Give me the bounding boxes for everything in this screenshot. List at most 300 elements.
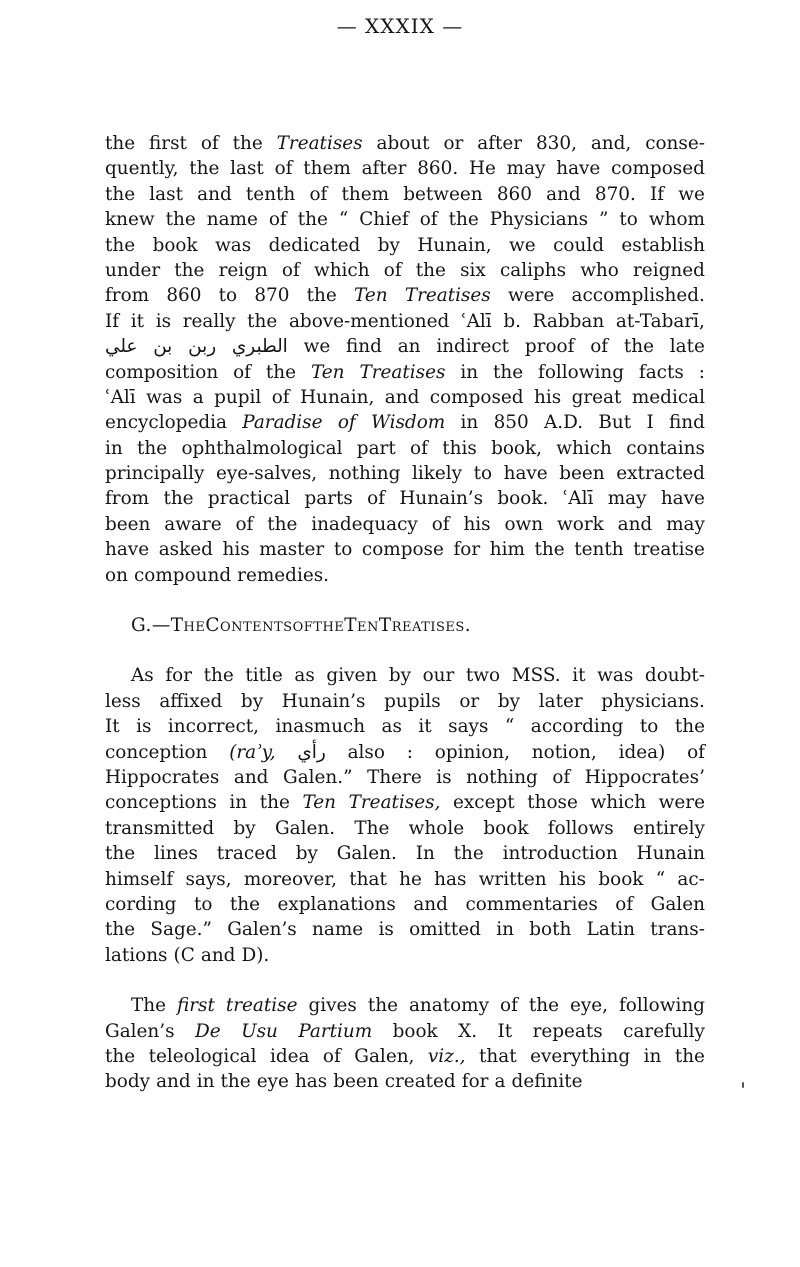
word: الطبري (231, 336, 288, 358)
word: of (292, 615, 314, 637)
word: have (105, 539, 150, 561)
text-line (105, 537, 705, 562)
word: and (156, 1071, 191, 1093)
word: by (497, 690, 521, 712)
word: Hunain, (300, 386, 375, 408)
word: in (460, 412, 479, 434)
text-line (105, 740, 705, 765)
word: Treatises. (378, 615, 472, 637)
word: own (504, 513, 544, 535)
text-line (105, 841, 705, 866)
word: the (528, 995, 559, 1017)
word: composition (105, 361, 219, 383)
word: in (643, 1045, 662, 1067)
word: the (105, 234, 136, 256)
word: were (658, 792, 705, 814)
word: and, (590, 133, 632, 154)
word: book (392, 1020, 438, 1042)
word: Hunain’s (281, 690, 366, 712)
word: doubt- (644, 665, 705, 687)
word: to (333, 539, 353, 561)
word: trans- (650, 919, 705, 941)
word: Galen. (336, 843, 397, 865)
word: treatise (633, 539, 705, 561)
word: Hippocrates’ (584, 766, 705, 788)
word: of (590, 336, 609, 358)
word: knew (105, 209, 155, 231)
word: asked (158, 539, 213, 561)
word: book (483, 817, 529, 839)
word: the (174, 259, 205, 281)
word: about (376, 133, 430, 154)
word: encyclopedia (105, 412, 227, 434)
word: But (598, 412, 632, 434)
word: the (105, 919, 136, 941)
word: proof (524, 336, 575, 358)
word: It (497, 1020, 513, 1042)
word: contains (626, 437, 705, 459)
word: Hunain, (417, 234, 492, 256)
word: D). (241, 944, 270, 966)
text-line (105, 486, 705, 511)
word: everything (530, 1045, 631, 1067)
word: the (367, 995, 398, 1017)
word: at-Tabarī, (615, 310, 705, 332)
word: Galen (650, 893, 705, 915)
word: and (233, 766, 269, 788)
text-line (105, 258, 705, 283)
word: following (538, 361, 624, 383)
word: is (436, 766, 452, 788)
word: which (313, 259, 370, 281)
word: conceptions (105, 792, 217, 814)
word: by (388, 665, 411, 687)
word: cording (105, 893, 177, 915)
word: علي (105, 336, 138, 358)
word: “ (655, 868, 666, 890)
word: viz., (427, 1045, 466, 1067)
word: extracted (616, 463, 705, 485)
word: the (674, 1045, 705, 1067)
text-line (105, 663, 705, 688)
word: his (463, 513, 491, 535)
word: find (346, 336, 382, 358)
word: (C (173, 944, 195, 966)
word: : (406, 741, 413, 763)
word: the (674, 716, 705, 738)
word: it (418, 716, 432, 738)
word: 860 (496, 183, 532, 205)
word: them (341, 183, 390, 205)
word: have (556, 158, 601, 180)
word: traced (216, 843, 277, 865)
word: later (538, 690, 583, 712)
word: of (337, 412, 356, 434)
word: of (419, 209, 438, 231)
word: introduction (502, 843, 618, 865)
text-line (105, 309, 705, 334)
word: his (533, 386, 562, 408)
word: notion, (531, 741, 597, 763)
word: Hunain’s (399, 488, 484, 510)
word: them (303, 158, 351, 180)
text-line (105, 943, 705, 968)
word: is (136, 716, 152, 738)
word: reign (218, 259, 268, 281)
word: was (215, 234, 252, 256)
word: X. (458, 1020, 478, 1042)
word: in (196, 1071, 215, 1093)
word: the (534, 539, 565, 561)
word: have (503, 463, 548, 485)
word: from (105, 285, 150, 307)
word: nothing (328, 463, 401, 485)
word: of (271, 386, 290, 408)
word: was (146, 386, 183, 408)
word: eye (256, 1071, 289, 1093)
word: lations (105, 944, 168, 966)
word: the (265, 361, 297, 383)
word: idea (269, 1045, 310, 1067)
word: If (105, 310, 120, 332)
paragraph-gap (105, 588, 705, 613)
word: of (322, 1045, 341, 1067)
word: whom (648, 209, 705, 231)
word: of (235, 513, 254, 535)
word: of (552, 766, 571, 788)
word: last (149, 183, 183, 205)
word: the (232, 133, 263, 154)
text-line (105, 360, 705, 385)
word: it (130, 310, 145, 332)
word: this (442, 437, 477, 459)
word: that (349, 868, 387, 890)
word: of (687, 741, 705, 763)
word: opinion, (434, 741, 510, 763)
word: the (267, 513, 298, 535)
text-line (105, 156, 705, 181)
word: under (105, 259, 161, 281)
word: and (546, 183, 581, 205)
word: on (105, 564, 128, 586)
text-line (105, 207, 705, 232)
word: we (678, 183, 705, 205)
word: could (553, 234, 604, 256)
word: may (506, 158, 546, 180)
word: by (240, 690, 264, 712)
text-line (105, 233, 705, 258)
word: to (619, 209, 638, 231)
word: physicians. (601, 690, 705, 712)
word: Physicians (489, 209, 589, 231)
word: I (646, 412, 654, 434)
word: inasmuch (275, 716, 366, 738)
text-line (105, 714, 705, 739)
word: accomplished. (571, 285, 705, 307)
word: for (461, 1071, 489, 1093)
text-line (105, 1044, 705, 1069)
word: pupils (384, 690, 441, 712)
word: as (294, 665, 315, 687)
word: the (165, 209, 196, 231)
word: nothing (466, 766, 538, 788)
word: follows (547, 817, 614, 839)
word: b. (503, 310, 521, 332)
word: in (229, 792, 248, 814)
word: was (597, 665, 634, 687)
word: two (465, 665, 501, 687)
word: He (468, 158, 496, 180)
word: and (200, 944, 236, 966)
word: As (131, 665, 154, 687)
word: title (245, 665, 283, 687)
word: the (448, 209, 479, 231)
word: his (558, 868, 587, 890)
text-line (105, 410, 705, 435)
word: pupil (214, 386, 262, 408)
word: six (460, 259, 486, 281)
word: the (189, 158, 220, 180)
word: really (182, 310, 236, 332)
word: book, (491, 437, 542, 459)
word: part (356, 437, 396, 459)
word: which (590, 792, 647, 814)
word: as (381, 716, 402, 738)
text-line (105, 993, 705, 1018)
word: The (354, 817, 390, 839)
word: compose (361, 539, 444, 561)
word: the (105, 183, 136, 205)
word: by (377, 234, 400, 256)
word: first (149, 133, 187, 154)
word: above-mentioned (288, 310, 450, 332)
word: first (176, 995, 215, 1017)
word: dedicated (268, 234, 361, 256)
word: Hunain (636, 843, 705, 865)
word: quently, (105, 158, 179, 180)
word: the (415, 259, 446, 281)
word: G.—The (131, 615, 206, 637)
word: the (137, 437, 168, 459)
word: Ten (310, 361, 345, 383)
word: less (105, 690, 141, 712)
word: teleological (148, 1045, 257, 1067)
word: conception (105, 741, 208, 763)
word: the (297, 209, 328, 231)
word: Latin (586, 919, 635, 941)
word: late (669, 336, 705, 358)
word: eye-salves, (215, 463, 318, 485)
word: Chief (359, 209, 409, 231)
word: aware (164, 513, 222, 535)
word: likely (411, 463, 462, 485)
word: been (105, 513, 151, 535)
word: ʿAlī (105, 386, 136, 408)
word: himself (105, 868, 174, 890)
word: gives (308, 995, 357, 1017)
word: moreover, (243, 868, 337, 890)
word: “ (338, 209, 349, 231)
word: of (281, 259, 300, 281)
word: Galen.” (283, 766, 353, 788)
word: affixed (159, 690, 223, 712)
word: the (259, 792, 290, 814)
word: tenth (245, 183, 296, 205)
word: to (639, 716, 659, 738)
word: There (367, 766, 422, 788)
text-line (105, 182, 705, 207)
word: facts (638, 361, 684, 383)
word: says, (185, 868, 232, 890)
word: conse- (645, 133, 705, 154)
word: were (507, 285, 555, 307)
word: Partium (298, 1020, 373, 1042)
word: ophthalmological (181, 437, 343, 459)
word: Rabban (532, 310, 605, 332)
word: anatomy (408, 995, 490, 1017)
word: The (131, 995, 166, 1017)
word: been (559, 463, 605, 485)
word: principally (105, 463, 205, 485)
word: If (650, 183, 665, 205)
word: of (309, 183, 328, 205)
word: also (347, 741, 385, 763)
word: ” (599, 209, 609, 231)
word: explanations (277, 893, 396, 915)
word: (raʾy, (229, 741, 276, 763)
word: reigned (633, 259, 705, 281)
word: our (422, 665, 455, 687)
word: book. (497, 488, 549, 510)
word: name (312, 919, 364, 941)
word: of (274, 158, 293, 180)
word: indirect (436, 336, 510, 358)
text-line (105, 436, 705, 461)
word: idea) (618, 741, 666, 763)
page-body (105, 131, 705, 1095)
word: to (218, 285, 238, 307)
word: Wisdom (371, 412, 446, 434)
word: the (229, 893, 261, 915)
word: except (453, 792, 515, 814)
text-line (105, 917, 705, 942)
word: and (413, 893, 448, 915)
word: eye, (569, 995, 608, 1017)
word: may (607, 488, 647, 510)
word: who (580, 259, 619, 281)
word: MSS. (511, 665, 561, 687)
word: 830, (535, 133, 577, 154)
word: of (410, 437, 428, 459)
word: following (618, 995, 705, 1017)
word: book (152, 234, 198, 256)
text-line (105, 131, 705, 156)
word: for (453, 539, 481, 561)
word: repeats (532, 1020, 603, 1042)
word: it (572, 665, 586, 687)
word: definite (511, 1071, 583, 1093)
paragraph-gap (105, 638, 705, 663)
word: the (306, 285, 337, 307)
text-line (105, 1069, 705, 1094)
page-number: — XXXIX — (336, 14, 464, 38)
word: رأي (297, 741, 326, 763)
word: is (155, 310, 172, 332)
word: of (383, 259, 402, 281)
word: practical (207, 488, 291, 510)
word: the (163, 488, 194, 510)
word: to (473, 463, 493, 485)
word: Contents (205, 615, 293, 637)
word: caliphs (499, 259, 567, 281)
text-line (105, 563, 705, 588)
word: name (206, 209, 258, 231)
word: after (477, 133, 523, 154)
word: great (571, 386, 622, 408)
word: omitted (409, 919, 481, 941)
word: master (259, 539, 325, 561)
text-line (105, 385, 705, 410)
word: the (247, 310, 278, 332)
word: in (105, 437, 123, 459)
word: remedies. (237, 564, 329, 586)
word: after (361, 158, 407, 180)
stray-ink-mark (742, 1082, 744, 1088)
word: incorrect, (167, 716, 260, 738)
text-line (105, 1019, 705, 1044)
word: an (397, 336, 421, 358)
word: between (403, 183, 483, 205)
word: composed (429, 386, 524, 408)
word: the (623, 336, 654, 358)
word: Treatises (359, 361, 446, 383)
word: the (220, 1071, 251, 1093)
word: and (617, 513, 653, 535)
word: “ (504, 716, 515, 738)
word: Treatises (276, 133, 363, 154)
word: the (492, 361, 524, 383)
word: Treatises, (348, 792, 441, 814)
paragraph-gap (105, 968, 705, 993)
word: composed (611, 158, 705, 180)
word: establish (621, 234, 705, 256)
word: by (295, 843, 318, 865)
word: his (222, 539, 250, 561)
text-line (105, 816, 705, 841)
word: treatise (225, 995, 298, 1017)
section-heading (105, 613, 705, 638)
word: It (105, 716, 120, 738)
word: 850 (493, 412, 529, 434)
word: given (326, 665, 378, 687)
word: written (478, 868, 547, 890)
word: Sage.” (150, 919, 212, 941)
word: commentaries (465, 893, 598, 915)
word: De (195, 1020, 221, 1042)
word: In (415, 843, 435, 865)
text-line (105, 334, 705, 359)
word: of (233, 361, 251, 383)
word: 860. (417, 158, 459, 180)
text-line (105, 765, 705, 790)
word: Usu (241, 1020, 278, 1042)
word: created (384, 1071, 456, 1093)
word: has (434, 868, 467, 890)
word: A.D. (544, 412, 584, 434)
word: of (367, 488, 386, 510)
word: 860 (166, 285, 202, 307)
word: the (105, 1045, 136, 1067)
